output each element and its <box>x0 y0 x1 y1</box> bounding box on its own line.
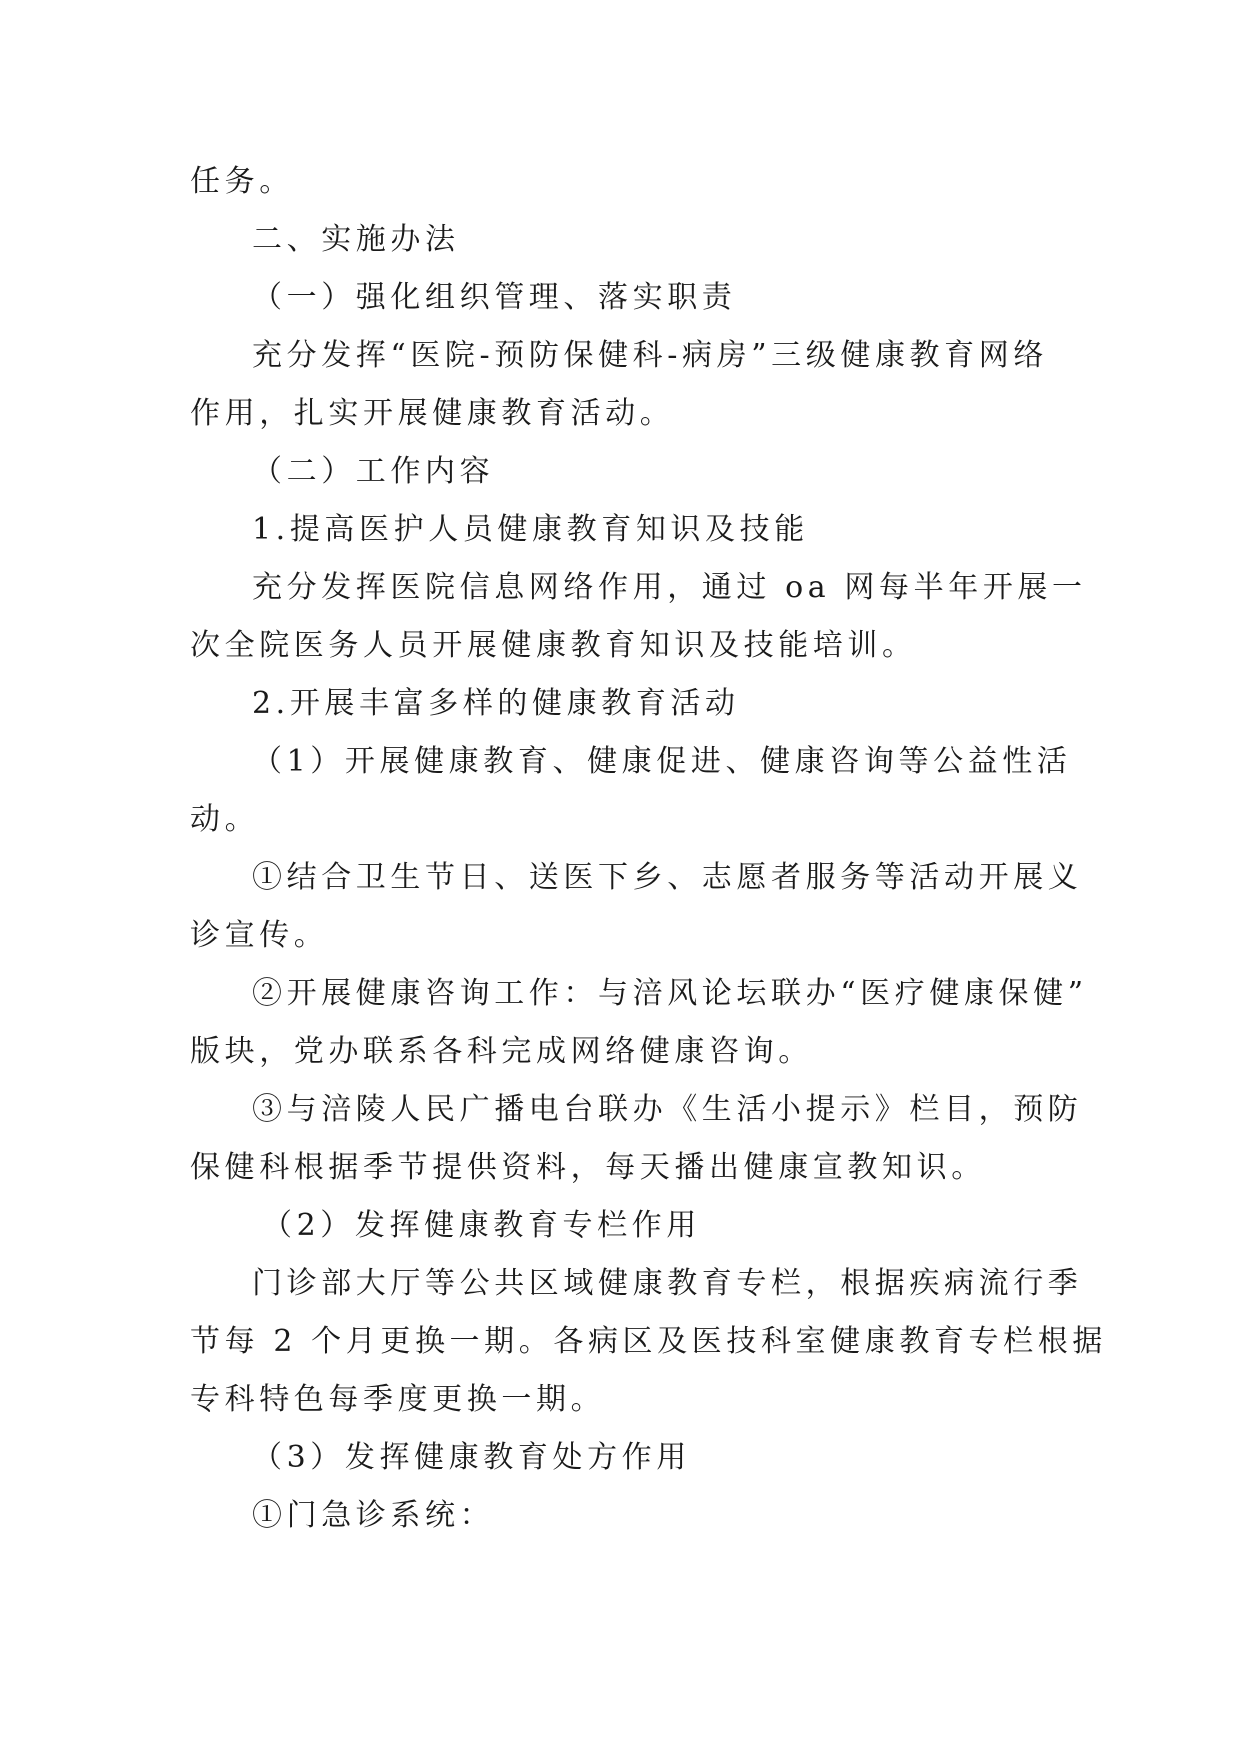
list-item-line: ①门急诊系统： <box>252 1498 495 1533</box>
list-item-line: （2）发挥健康教育专栏作用 <box>262 1208 701 1243</box>
paragraph-line: 节每 2 个月更换一期。各病区及医技科室健康教育专栏根据 <box>190 1324 1107 1359</box>
list-item-line: （1）开展健康教育、健康促进、健康咨询等公益性活 <box>252 744 1072 779</box>
list-item-line: ②开展健康咨询工作：与涪风论坛联办“医疗健康保健” <box>252 976 1088 1011</box>
paragraph-line: 充分发挥医院信息网络作用，通过 oa 网每半年开展一 <box>252 570 1087 605</box>
numbered-heading: 1.提高医护人员健康教育知识及技能 <box>252 512 809 547</box>
paragraph-line: 任务。 <box>190 164 294 199</box>
paragraph-line: 保健科根据季节提供资料，每天播出健康宣教知识。 <box>190 1150 986 1185</box>
document-body <box>190 153 1107 1545</box>
section-heading: 二、实施办法 <box>252 222 460 257</box>
list-item-line: （3）发挥健康教育处方作用 <box>252 1440 691 1475</box>
paragraph-line: 作用，扎实开展健康教育活动。 <box>190 396 675 431</box>
paragraph-line: 专科特色每季度更换一期。 <box>190 1382 606 1417</box>
list-item-line: ①结合卫生节日、送医下乡、志愿者服务等活动开展义 <box>252 860 1083 895</box>
list-item-line: ③与涪陵人民广播电台联办《生活小提示》栏目，预防 <box>252 1092 1083 1127</box>
paragraph-line: 次全院医务人员开展健康教育知识及技能培训。 <box>190 628 917 663</box>
paragraph-line: 充分发挥“医院-预防保健科-病房”三级健康教育网络 <box>252 338 1048 373</box>
subsection-heading: （一）强化组织管理、落实职责 <box>252 280 737 315</box>
paragraph-line: 诊宣传。 <box>190 918 329 953</box>
paragraph-line: 门诊部大厅等公共区域健康教育专栏，根据疾病流行季 <box>252 1266 1083 1301</box>
subsection-heading: （二）工作内容 <box>252 454 495 489</box>
numbered-heading: 2.开展丰富多样的健康教育活动 <box>252 686 740 721</box>
paragraph-line: 动。 <box>190 802 260 837</box>
paragraph-line: 版块，党办联系各科完成网络健康咨询。 <box>190 1034 813 1069</box>
